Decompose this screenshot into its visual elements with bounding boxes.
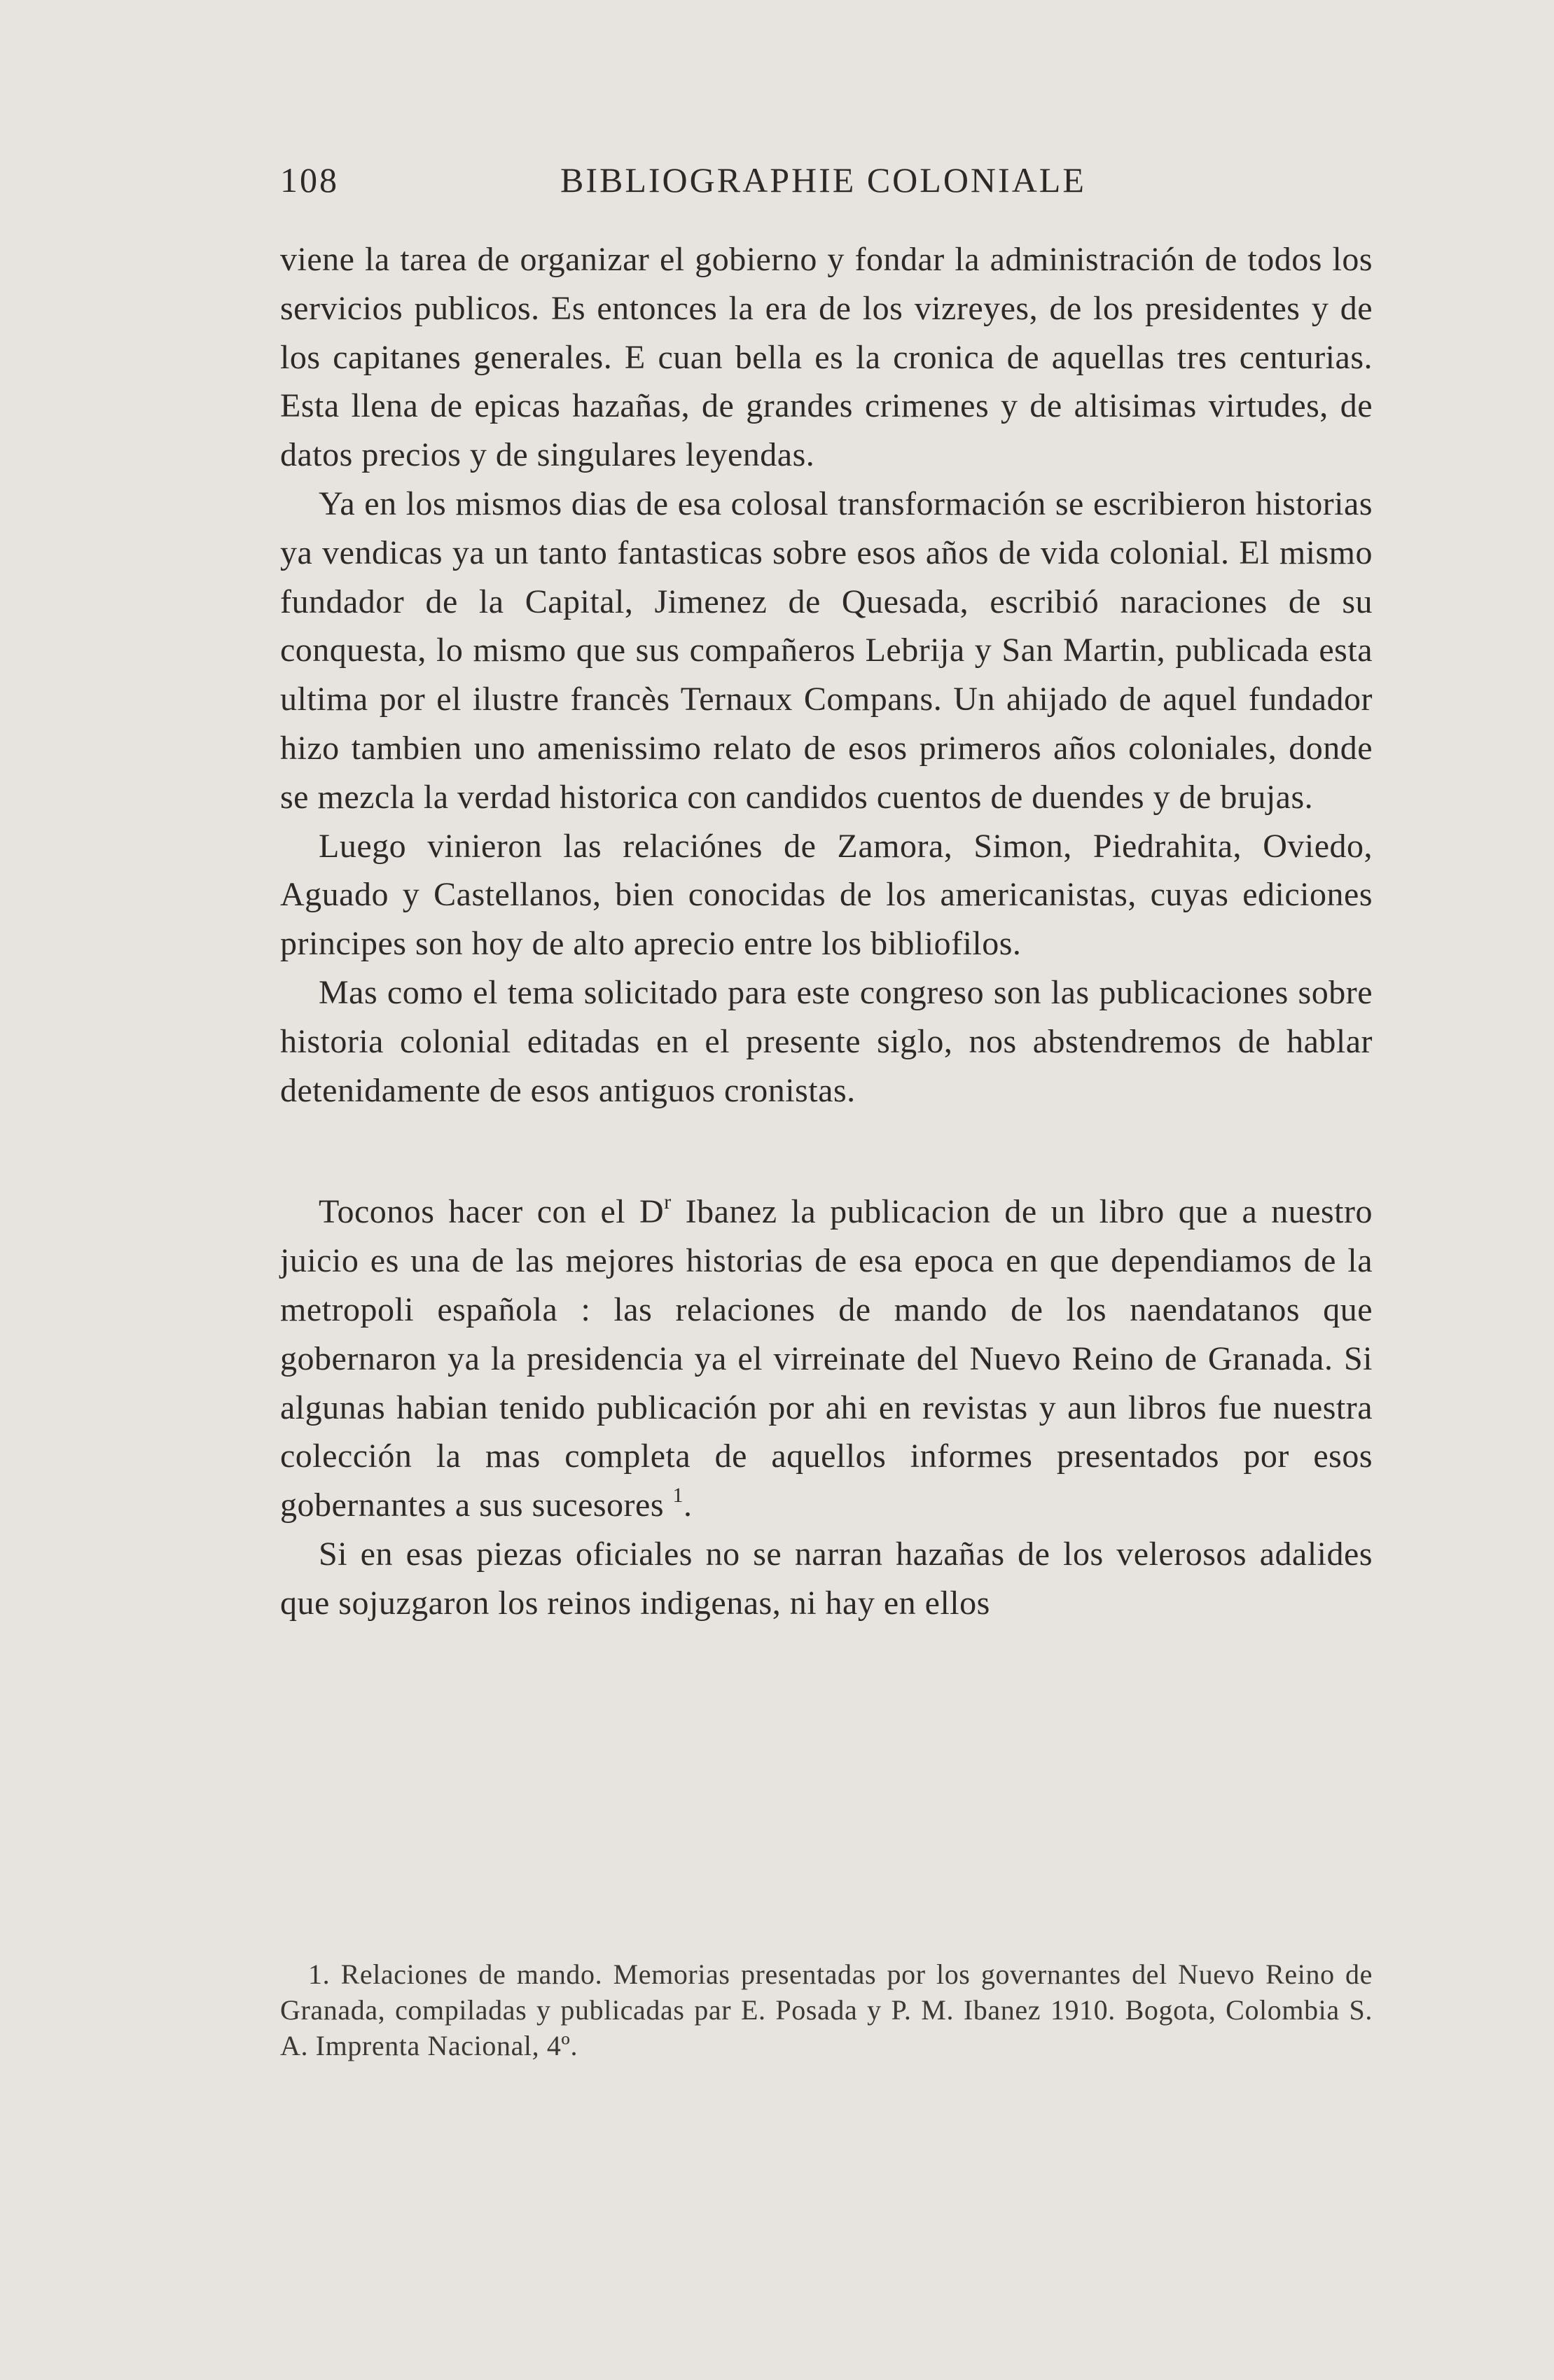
paragraph-5-text-b: Ibanez la publicacion de un libro que a nuestro juicio es una de las mejores historias de esa epoca en que dependiamos de la metropoli española : las relaciones de mando de los naendatanos que gobernaron ya la presidencia ya el virreinate del Nuevo Reino de Granada. Si algunas habian tenido publicación por ahi en revistas y aun libros fue nuestra colección la mas completa de aquellos informes presentados por esos gobernantes a sus sucesores [280, 1193, 1373, 1524]
footnote-reference[interactable]: 1 [672, 1484, 684, 1508]
doctor-abbrev-superscript: r [664, 1190, 672, 1214]
paragraph-5 [280, 1188, 1373, 1530]
page-number: 108 [280, 160, 339, 200]
paragraph-5-end: . [684, 1487, 693, 1524]
paragraph-6: Si en esas piezas oficiales no se narran hazañas de los velerosos adalides que sojuzgaron los reinos indigenas, ni hay en ellos [280, 1535, 1373, 1622]
paragraph-3: Luego vinieron las relaciónes de Zamora, Simon, Piedrahita, Oviedo, Aguado y Castellanos, bien conocidas de los americanistas, cuyas ediciones principes son hoy de alto aprecio entre los bibliofilos. [280, 827, 1373, 963]
paragraph-4: Mas como el tema solicitado para este congreso son las publicaciones sobre historia colonial editadas en el presente siglo, nos abstendremos de hablar detenidamente de esos antiguos cronistas. [280, 973, 1373, 1109]
page-header [280, 160, 1106, 209]
footnote [280, 1956, 1373, 2064]
paragraph-2: Ya en los mismos dias de esa colosal transformación se escribieron historias ya vendicas ya un tanto fantasticas sobre esos años de vida colonial. El mismo fundador de la Capital, Jimenez de Quesada, escribió naraciones de su conquesta, lo mismo que sus compañeros Lebrija y San Martin, publicada esta ultima por el ilustre francès Ternaux Compans. Un ahijado de aquel fundador hizo tambien uno amenissimo relato de esos primeros años coloniales, donde se mezcla la verdad historica con candidos cuentos de duendes y de brujas. [280, 485, 1373, 816]
running-title: BIBLIOGRAPHIE COLONIALE [560, 160, 1086, 200]
footnote-text: 1. Relaciones de mando. Memorias presentadas por los governantes del Nuevo Reino de Granada, compiladas y publicadas par E. Posada y P. M. Ibanez 1910. Bogota, Colombia S. A. Imprenta Nacional, 4º. [280, 1958, 1373, 2061]
paragraph-1: viene la tarea de organizar el gobierno y fondar la administración de todos los servicios publicos. Es entonces la era de los vizreyes, de los presidentes y de los capitanes generales. E cuan bella es la cronica de aquellas tres centurias. Esta llena de epicas hazañas, de grandes crimenes y de altisimas virtudes, de datos precios y de singulares leyendas. [280, 241, 1373, 474]
body-text [280, 235, 1373, 1628]
paragraph-5-text-a: Toconos hacer con el D [319, 1193, 665, 1231]
